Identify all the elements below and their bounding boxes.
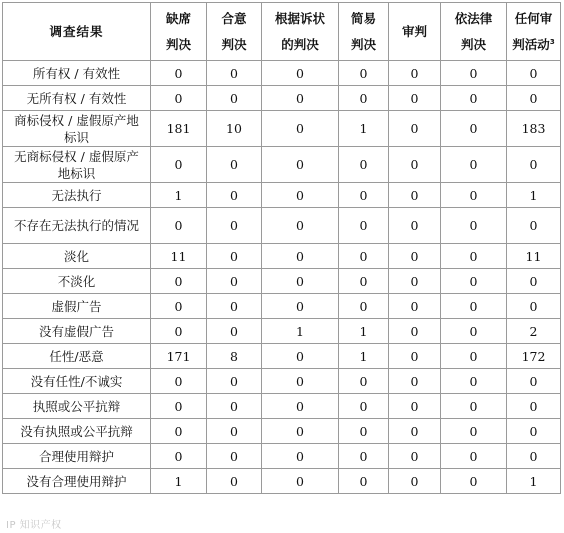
table-cell: 0 [207, 183, 262, 208]
column-header-line2: 判决 [460, 36, 486, 52]
row-label: 没有任性/不诚实 [3, 369, 151, 394]
table-body [3, 61, 561, 494]
table-cell: 11 [507, 244, 561, 269]
table-row [3, 244, 561, 269]
table-cell: 0 [207, 444, 262, 469]
table-cell: 1 [339, 319, 389, 344]
table-cell: 1 [507, 469, 561, 494]
table-cell: 0 [339, 269, 389, 294]
row-label: 所有权 / 有效性 [3, 61, 151, 86]
table-cell: 0 [262, 111, 339, 147]
table-cell: 0 [339, 394, 389, 419]
table-cell: 0 [507, 61, 561, 86]
column-header-line1: 调查结果 [49, 23, 104, 39]
table-cell: 0 [151, 294, 207, 319]
table-row [3, 208, 561, 244]
table-cell: 181 [151, 111, 207, 147]
table-cell: 1 [151, 183, 207, 208]
table-cell: 0 [207, 319, 262, 344]
table-cell: 0 [151, 319, 207, 344]
table-row [3, 419, 561, 444]
table-cell: 1 [339, 111, 389, 147]
table-cell: 0 [262, 294, 339, 319]
table-row [3, 369, 561, 394]
column-header-line1: 缺席 [165, 10, 191, 26]
table-cell: 0 [339, 147, 389, 183]
table-cell: 0 [262, 419, 339, 444]
table-cell: 0 [507, 147, 561, 183]
table-cell: 0 [441, 344, 507, 369]
table-row [3, 61, 561, 86]
table-cell: 0 [262, 183, 339, 208]
table-cell: 0 [207, 86, 262, 111]
table-cell: 0 [441, 469, 507, 494]
column-header-line2: 判决 [350, 36, 376, 52]
column-header [389, 3, 441, 61]
table-cell: 8 [207, 344, 262, 369]
table-header [3, 3, 561, 61]
table-cell: 1 [151, 469, 207, 494]
row-label: 无法执行 [3, 183, 151, 208]
column-header-line2: 判活动$^3$ [512, 36, 555, 52]
table-cell: 0 [262, 244, 339, 269]
column-header-line1: 任何审 [514, 10, 553, 26]
table-cell: 0 [389, 147, 441, 183]
table-cell: 0 [441, 111, 507, 147]
table-cell: 0 [339, 294, 389, 319]
row-label: 任性/恶意 [3, 344, 151, 369]
table-row [3, 469, 561, 494]
header-row [3, 3, 561, 61]
table-cell: 0 [389, 183, 441, 208]
table-cell: 0 [262, 269, 339, 294]
table-row [3, 394, 561, 419]
table-cell: 0 [507, 294, 561, 319]
column-header-line1: 审判 [401, 23, 427, 39]
table-cell: 0 [207, 294, 262, 319]
table-cell: 0 [389, 369, 441, 394]
column-header [262, 3, 339, 61]
table-cell: 0 [207, 419, 262, 444]
column-header [3, 3, 151, 61]
table-cell: 0 [207, 269, 262, 294]
table-cell: 0 [441, 183, 507, 208]
row-label: 没有执照或公平抗辩 [3, 419, 151, 444]
column-header-line1: 依法律 [454, 10, 493, 26]
table-cell: 0 [389, 244, 441, 269]
table-cell: 0 [441, 208, 507, 244]
table-cell: 0 [207, 244, 262, 269]
page-wrap [2, 2, 561, 494]
table-cell: 0 [151, 147, 207, 183]
table-cell: 0 [441, 419, 507, 444]
table-cell: 0 [207, 147, 262, 183]
table-cell: 1 [507, 183, 561, 208]
results-table [2, 2, 561, 494]
table-cell: 0 [441, 294, 507, 319]
column-header-line2: 判决 [165, 36, 191, 52]
table-cell: 0 [151, 269, 207, 294]
table-cell: 0 [339, 61, 389, 86]
column-header-line2: 的判决 [281, 36, 319, 52]
table-cell: 0 [441, 147, 507, 183]
table-cell: 0 [389, 208, 441, 244]
table-cell: 0 [151, 86, 207, 111]
table-cell: 0 [262, 344, 339, 369]
table-cell: 0 [339, 86, 389, 111]
table-cell: 0 [389, 294, 441, 319]
table-cell: 0 [389, 319, 441, 344]
table-cell: 0 [389, 269, 441, 294]
row-label: 无所有权 / 有效性 [3, 86, 151, 111]
table-cell: 0 [262, 147, 339, 183]
column-header-line2: 判决 [221, 36, 247, 52]
table-cell: 171 [151, 344, 207, 369]
table-cell: 0 [207, 394, 262, 419]
table-row [3, 444, 561, 469]
column-header [441, 3, 507, 61]
table-cell: 0 [339, 183, 389, 208]
column-header [507, 3, 561, 61]
table-cell: 0 [262, 61, 339, 86]
footnote-mark: 3 [549, 37, 555, 46]
table-cell: 0 [339, 469, 389, 494]
table-cell: 0 [207, 469, 262, 494]
table-cell: 0 [507, 208, 561, 244]
table-cell: 0 [389, 61, 441, 86]
table-cell: 0 [151, 419, 207, 444]
table-row [3, 86, 561, 111]
table-cell: 11 [151, 244, 207, 269]
table-cell: 172 [507, 344, 561, 369]
table-cell: 0 [441, 86, 507, 111]
table-cell: 0 [262, 394, 339, 419]
table-cell: 0 [151, 61, 207, 86]
watermark: IP 知识产权 [6, 520, 62, 531]
row-label: 执照或公平抗辩 [3, 394, 151, 419]
table-cell: 0 [441, 319, 507, 344]
table-cell: 0 [262, 369, 339, 394]
row-label: 不存在无法执行的情况 [3, 208, 151, 244]
table-cell: 0 [262, 86, 339, 111]
table-cell: 0 [389, 444, 441, 469]
table-cell: 0 [441, 269, 507, 294]
table-cell: 10 [207, 111, 262, 147]
table-cell: 0 [151, 369, 207, 394]
column-header [207, 3, 262, 61]
column-header-line1: 简易 [350, 10, 376, 26]
table-cell: 0 [441, 61, 507, 86]
table-cell: 0 [507, 86, 561, 111]
row-label: 商标侵权 / 虚假原产地标识 [3, 111, 151, 147]
table-cell: 0 [507, 394, 561, 419]
table-cell: 0 [339, 444, 389, 469]
table-cell: 0 [339, 208, 389, 244]
table-row [3, 319, 561, 344]
table-row [3, 147, 561, 183]
column-header [151, 3, 207, 61]
table-cell: 2 [507, 319, 561, 344]
table-cell: 0 [262, 208, 339, 244]
table-row [3, 183, 561, 208]
table-cell: 0 [339, 419, 389, 444]
table-cell: 0 [507, 269, 561, 294]
table-row [3, 294, 561, 319]
row-label: 合理使用辩护 [3, 444, 151, 469]
table-cell: 0 [507, 419, 561, 444]
table-cell: 183 [507, 111, 561, 147]
table-cell: 0 [207, 61, 262, 86]
table-cell: 0 [441, 369, 507, 394]
table-cell: 0 [507, 444, 561, 469]
table-cell: 0 [441, 444, 507, 469]
table-cell: 0 [389, 469, 441, 494]
table-cell: 1 [339, 344, 389, 369]
column-header [339, 3, 389, 61]
table-row [3, 111, 561, 147]
table-cell: 1 [262, 319, 339, 344]
table-cell: 0 [441, 244, 507, 269]
row-label: 无商标侵权 / 虚假原产地标识 [3, 147, 151, 183]
column-header-line1: 根据诉状 [274, 10, 325, 26]
table-cell: 0 [151, 208, 207, 244]
table-cell: 0 [262, 444, 339, 469]
table-row [3, 269, 561, 294]
table-cell: 0 [389, 394, 441, 419]
table-cell: 0 [389, 86, 441, 111]
table-cell: 0 [207, 208, 262, 244]
column-header-line1: 合意 [221, 10, 247, 26]
table-cell: 0 [151, 444, 207, 469]
table-cell: 0 [151, 394, 207, 419]
row-label: 没有虚假广告 [3, 319, 151, 344]
table-cell: 0 [389, 344, 441, 369]
row-label: 虚假广告 [3, 294, 151, 319]
table-cell: 0 [389, 419, 441, 444]
row-label: 没有合理使用辩护 [3, 469, 151, 494]
row-label: 不淡化 [3, 269, 151, 294]
table-row [3, 344, 561, 369]
row-label: 淡化 [3, 244, 151, 269]
table-cell: 0 [339, 369, 389, 394]
table-cell: 0 [389, 111, 441, 147]
table-cell: 0 [207, 369, 262, 394]
table-cell: 0 [507, 369, 561, 394]
table-cell: 0 [339, 244, 389, 269]
table-cell: 0 [262, 469, 339, 494]
table-cell: 0 [441, 394, 507, 419]
